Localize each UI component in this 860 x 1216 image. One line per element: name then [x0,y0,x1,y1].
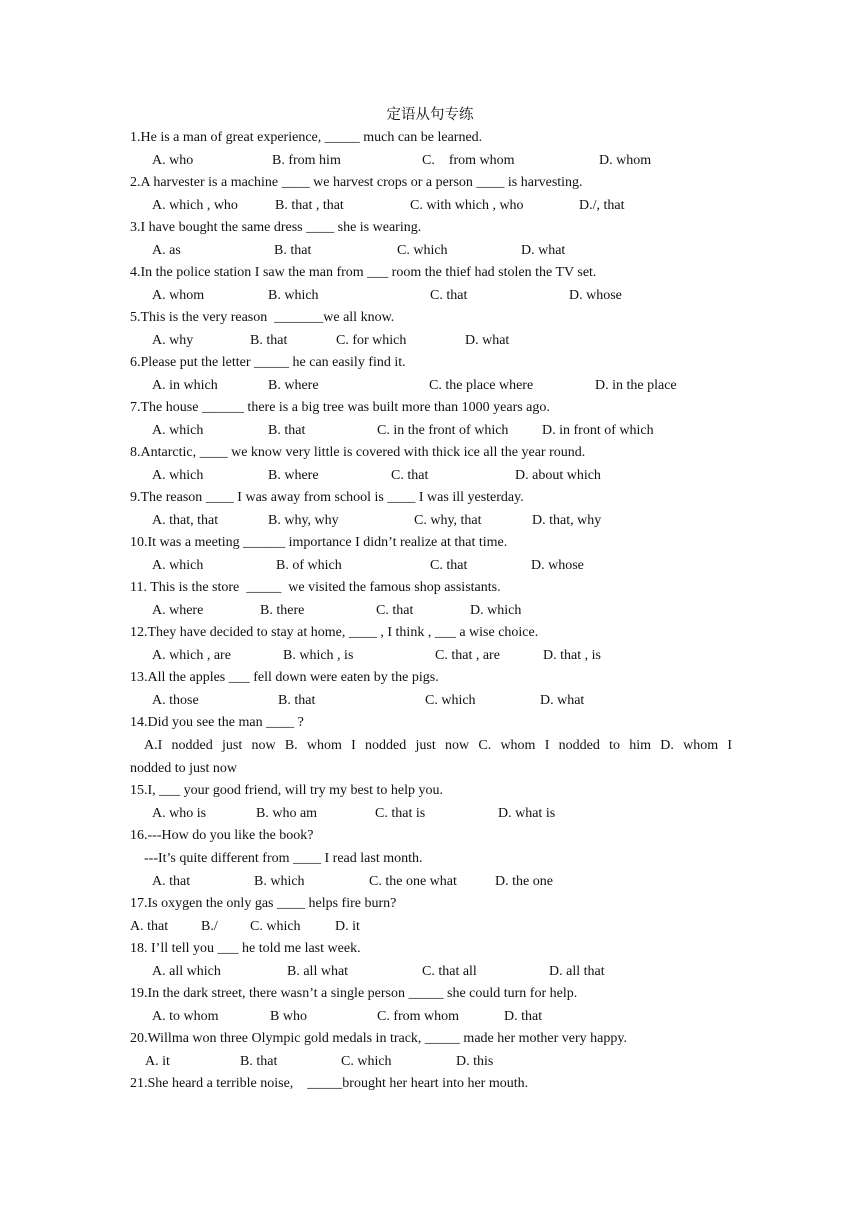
option: A. who is [152,806,207,821]
option: A. all which [152,964,221,979]
option: C. the one what [369,874,457,889]
question-stem: 20.Willma won three Olympic gold medals in track, _____ made her mother very happy. [130,1031,627,1046]
option: A. which [152,558,204,573]
question-stem: 16.---How do you like the book? [130,828,314,843]
question-stem: 15.I, ___ your good friend, will try my best to help you. [130,783,444,798]
option: C. that is [375,806,426,821]
question-stem: 13.All the apples ___ fell down were eaten by the pigs. [130,670,439,685]
option: A. as [152,243,181,258]
option: D. it [335,919,360,934]
option: A. who [152,153,194,168]
option: D. what is [498,806,556,821]
option: C. why, that [414,513,482,528]
option: A. in which [152,378,218,393]
option: D. that [504,1009,543,1024]
question-stem: 2.A harvester is a machine ____ we harvest crops or a person ____ is harvesting. [130,175,583,190]
option: A. where [152,603,204,618]
question-stem: 17.Is oxygen the only gas ____ helps fire burn? [130,896,397,911]
question-stem: 5.This is the very reason _______we all know. [130,310,395,325]
option: A. why [152,333,194,348]
option: B. which [268,288,319,303]
option: B. that , that [275,198,344,213]
option: B. from him [272,153,341,168]
option: B. who am [256,806,318,821]
option: C. that [430,558,468,573]
option: C. in the front of which [377,423,509,438]
option: B. that [250,333,288,348]
option: D. whose [531,558,584,573]
option: B who [270,1009,307,1024]
option: D. this [456,1054,494,1069]
question-stem: 21.She heard a terrible noise, _____brought her heart into her mouth. [130,1076,529,1091]
question-stem: 6.Please put the letter _____ he can easily find it. [130,355,406,370]
option: C. that , are [435,648,500,663]
option: D. about which [515,468,601,483]
option: C. the place where [429,378,534,393]
option: C. which [425,693,476,708]
question-stem: 14.Did you see the man ____ ? [130,715,304,730]
option: A. to whom [152,1009,219,1024]
question-stem: 4.In the police station I saw the man from ___ room the thief had stolen the TV set. [130,265,597,280]
option: B. where [268,378,319,393]
option: B. which [254,874,305,889]
option: A. which , who [152,198,238,213]
option: D. that, why [532,513,602,528]
option: D. all that [549,964,605,979]
option: A. which , are [152,648,231,663]
option: C. which [341,1054,392,1069]
option: D. which [470,603,522,618]
option: B. that [240,1054,278,1069]
option: D. in the place [595,378,677,393]
option: C. with which , who [410,198,524,213]
option: C. from whom [422,153,515,168]
option: A. which [152,468,204,483]
option: B./ [201,919,218,934]
option: B. all what [287,964,349,979]
option: D. that , is [543,648,601,663]
option: D./, that [579,198,625,213]
question-stem: 11. This is the store _____ we visited the famous shop assistants. [130,580,501,595]
option: B. that [278,693,316,708]
option: D. what [540,693,585,708]
option: A. that [130,919,169,934]
option: A. whom [152,288,205,303]
option: B. of which [276,558,342,573]
option: B. there [260,603,305,618]
option: B. that [274,243,312,258]
question-stem: 18. I’ll tell you ___ he told me last week. [130,941,361,956]
question-stem: 10.It was a meeting ______ importance I didn’t realize at that time. [130,535,508,550]
question-stem: 19.In the dark street, there wasn’t a single person _____ she could turn for help. [130,986,578,1001]
option: B. which , is [283,648,354,663]
question-stem: 9.The reason ____ I was away from school is ____ I was ill yesterday. [130,490,524,505]
option-row: A.I nodded just now B. whom I nodded just now C. whom I nodded to him D. whom I [144,738,732,753]
option: C. for which [336,333,407,348]
option: A. that [152,874,191,889]
option: C. from whom [377,1009,460,1024]
option: D. whose [569,288,622,303]
page-title: 定语从句专练 [386,107,474,123]
option: D. whom [599,153,652,168]
question-stem: 7.The house ______ there is a big tree was built more than 1000 years ago. [130,400,550,415]
question-stem: 8.Antarctic, ____ we know very little is covered with thick ice all the year round. [130,445,586,460]
option: C. which [397,243,448,258]
option: C. that [391,468,429,483]
question-stem-line2: ---It’s quite different from ____ I read last month. [144,851,423,866]
option: A. those [152,693,199,708]
question-stem: 1.He is a man of great experience, _____ much can be learned. [130,130,483,145]
option-continuation: nodded to just now [130,761,237,776]
option: C. which [250,919,301,934]
option: D. what [465,333,510,348]
option: D. what [521,243,566,258]
question-stem: 12.They have decided to stay at home, ____ , I think , ___ a wise choice. [130,625,539,640]
option: A. which [152,423,204,438]
question-stem: 3.I have bought the same dress ____ she is wearing. [130,220,422,235]
option: C. that [430,288,468,303]
option: D. in front of which [542,423,654,438]
option: B. where [268,468,319,483]
option: A. that, that [152,513,219,528]
option: D. the one [495,874,553,889]
option: B. why, why [268,513,339,528]
option: B. that [268,423,306,438]
option: A. it [145,1054,170,1069]
option: C. that all [422,964,477,979]
option: C. that [376,603,414,618]
